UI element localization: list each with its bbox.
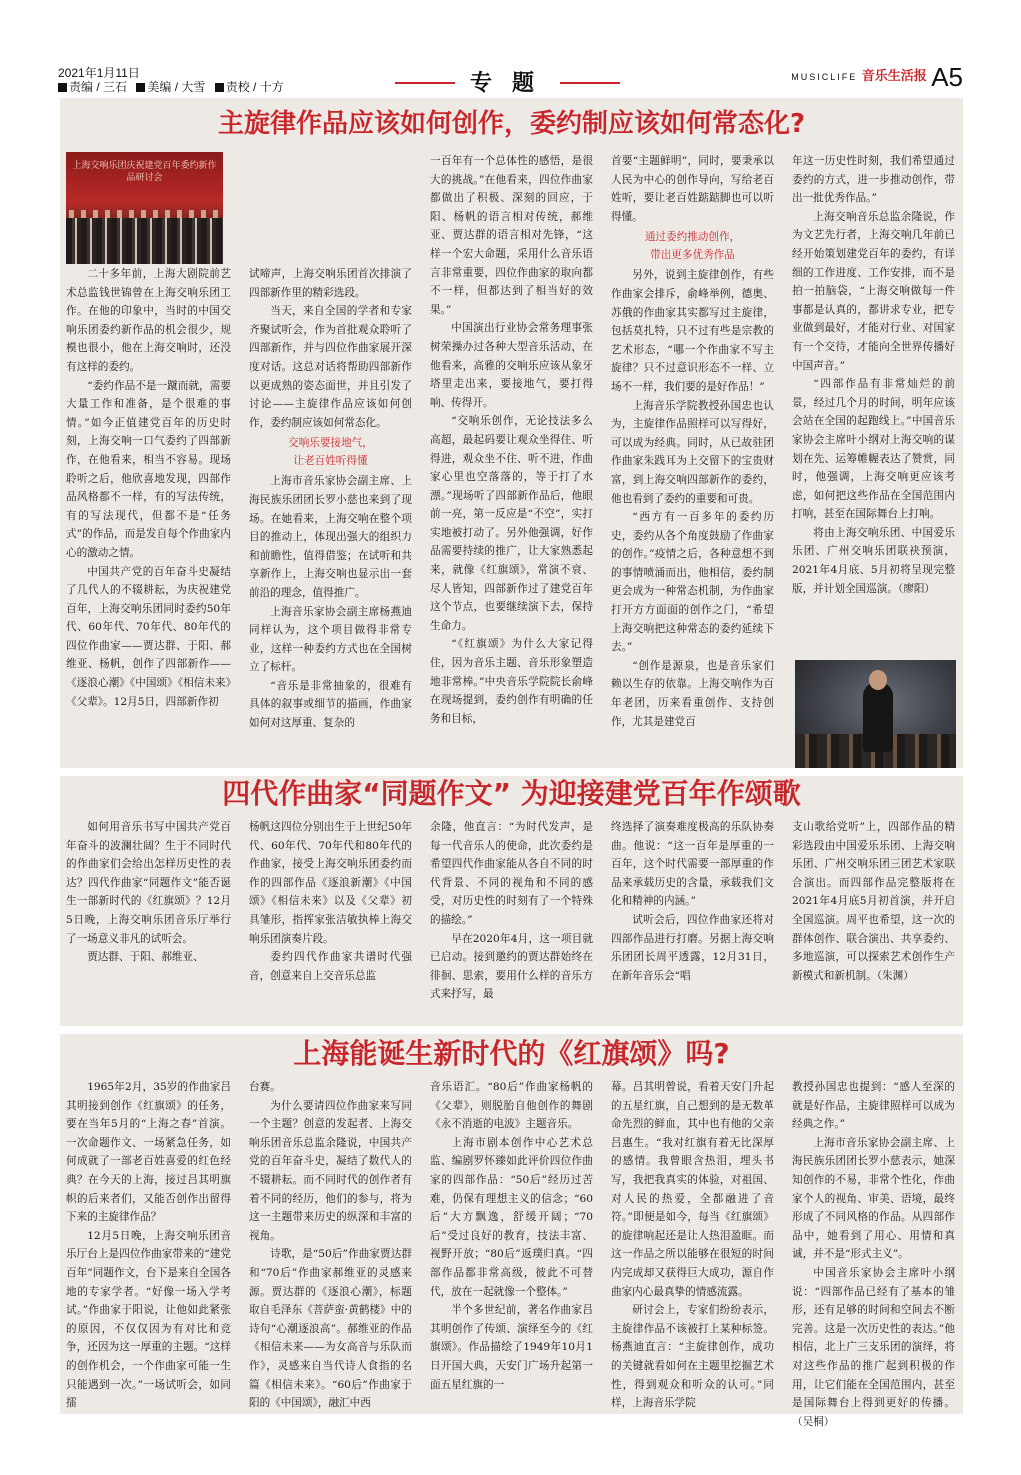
performance-photo	[795, 660, 956, 768]
credit-editor: 责编 / 三石	[58, 80, 127, 94]
article3-col3: 音乐语汇。“80后”作曲家杨帆的《父辈》，则脱胎自他创作的舞剧《永不消逝的电波》主题音乐。 上海市剧本创作中心艺术总监、编剧罗怀臻如此评价四位作曲家的四部作品：“50后”经历过苦难，仍保有理想主义的信念；“60后”大方飘逸，舒缓开阔；“70后”受过良好的教育，技法丰富、视野开放；“80后”返璞归真。“四部作品都非常高级，彼此不可替代，放在一起就像一个整体。” 半个多世纪前，著名作曲家吕其明创作了传颂、演绎至今的《红旗颂》。作品描绘了1949年10月1日开国大典，天安门广场升起第一面五星红旗的一	[430, 1081, 593, 1391]
subheading-1: 交响乐要接地气， 让老百姓听得懂	[288, 437, 373, 468]
article2-col2: 杨帆这四位分别出生于上世纪50年代、60年代、70年代和80年代的作曲家，接受上海交响乐团委约而作的四部作品《逐浪新潮》《中国颂》《相信未来》以及《父辈》初具雏形，指挥家张洁敏执棒上海交响乐团演奏片段。 委约四代作曲家共谱时代强音，创意来自上交音乐总监	[249, 821, 412, 982]
brand	[791, 62, 963, 93]
article1-headline: 主旋律作品应该如何创作，委约制应该如何常态化?	[217, 109, 806, 139]
article1-col5: 年这一历史性时刻，我们希望通过委约的方式，进一步推动创作，带出一批优秀作品。” 上海交响音乐总监余隆说，作为文艺先行者，上海交响几年前已经开始策划建党百年的委约，有详细的工作进度、工作安排，而不是拍一拍脑袋，“上海交响做每一件事都是认真的，都讲求专业，把专业做到最好，才能对行业、对国家有一个交待，才能向全世界传播好中国声音。” “四部作品有非常灿烂的前景，经过几个月的时间，明年应该会站在全国的起跑线上。”中国音乐家协会主席叶小纲对上海交响的谋划在先、运筹帷幄表达了赞赏，同时，他强调，上海交响更应该考虑，如何把这些作品在全国范围内打响，甚至在国际舞台上打响。 将由上海交响乐团、中国爱乐乐团、广州交响乐团联袂预演，2021年4月底、5月初将呈现完整版，并计划全国巡演。（廖阳）	[792, 155, 955, 595]
article3-headline: 上海能诞生新时代的《红旗颂》吗?	[293, 1037, 730, 1070]
credit-designer: 美编 / 大雪	[136, 80, 205, 94]
square-icon	[215, 83, 224, 92]
credit-proofreader: 责校 / 十方	[215, 80, 284, 94]
subheading-2: 通过委约推动创作， 带出更多优秀作品	[644, 231, 741, 262]
article1-col4: 首要“主题鲜明”，同时，要秉承以人民为中心的创作导向，写给老百姓听，要让老百姓踮踮脚也可以听得懂。 通过委约推动创作， 带出更多优秀作品 另外，说到主旋律创作，有些作曲家会排斥，俞峰举例，德奥、苏俄的作曲家其实都写过主旋律，包括莫扎特，只不过有些是宗教的艺术形态，“哪一个作曲家不写主旋律？只不过意识形态不一样、立场不一样，我们要的是好作品！” 上海音乐学院教授孙国忠也认为，主旋律作品照样可以写得好，可以成为经典。同时，从已故驻团作曲家朱践耳为上交留下的宝贵财富，到上海交响四部新作的委约，他也看到了委约的重要和可贵。 “西方有一百多年的委约历史，委约从各个角度鼓励了作曲家的创作。”疫情之后，各种意想不到的事情喷涌而出，他相信，委约制更会成为一种常态机制，为作曲家打开方方面面的创作之门，“希望上海交响把这种常态的委约延续下去。” “创作是源泉，也是音乐家们赖以生存的依靠。上海交响作为百年老团，历来看重创作、支持创作，尤其是建党百	[611, 155, 774, 728]
article3-col2: 台赛。 为什么要请四位作曲家来写同一个主题？创意的发起者、上海交响乐团音乐总监余隆说，中国共产党的百年奋斗史，凝结了数代人的不辍耕耘。而不同时代的创作者有着不同的经历，他们的参与，将为这一主题带来历史的纵深和丰富的视角。 诗歌，是“50后”作曲家贾达群和“70后”作曲家郝维亚的灵感来源。贾达群的《逐浪心潮》，标题取自毛泽东《菩萨蛮·黄鹤楼》中的诗句“心潮逐浪高”。郝维亚的作品《相信未来——为女高音与乐队而作》，灵感来自当代诗人食指的名篇《相信未来》。“60后”作曲家于阳的《中国颂》，融汇中西	[249, 1081, 412, 1410]
article2-col4: 终选择了演奏难度极高的乐队协奏曲。他说：“这一百年是厚重的一百年，这个时代需要一部厚重的作品来承载历史的含量，承载我们文化和精神的内涵。” 试听会后，四位作曲家还将对四部作品进行打磨。另据上海交响乐团团长周平透露，12月31日，在新年音乐会“唱	[611, 821, 774, 982]
article3-col4: 幕。吕其明曾说，看着天安门升起的五星红旗，自己想到的是无数革命先烈的鲜血，其中也有他的父亲吕惠生。“我对红旗有着无比深厚的感情。我曾眼含热泪，埋头书写，我把我真实的体验，对祖国、对人民的热爱，全都融进了音符。”即便是如今，每当《红旗颂》的旋律响起还是让人热泪盈眶。而这一作品之所以能够在很短的时间内完成却又获得巨大成功，源自作曲家内心最真挚的情感流露。 研讨会上，专家们纷纷表示，主旋律作品不该被打上某种标签。杨燕迪直言：“主旋律创作，成功的关键就看如何在主题里挖掘艺术性，得到观众和听众的认可。”同样，上海音乐学院	[611, 1081, 774, 1410]
masthead-info	[58, 66, 290, 94]
article2-col5: 支山歌给党听”上，四部作品的精彩选段由中国爱乐乐团、上海交响乐团、广州交响乐团三团艺术家联合演出。而四部作品完整版将在2021年4月底5月初首演，并开启全国巡演。周平也希望，这一次的群体创作、联合演出、共享委约、多地巡演，可以探索艺术创作生产新模式和新机制。（朱渊）	[792, 821, 955, 982]
issue-date: 2021年1月11日	[58, 66, 140, 80]
article1-col2: 试啼声，上海交响乐团首次排演了四部新作里的精彩选段。 当天，来自全国的学者和专家齐聚试听会，作为首批观众聆听了四部新作，并与四位作曲家展开深度对话。这总对话将帮助四部新作以更成熟的姿态面世，并且引发了讨论——主旋律作品应该如何创作，委约制应该如何常态化。 交响乐要接地气， 让老百姓听得懂 上海市音乐家协会副主席、上海民族乐团团长罗小慈也来到了现场。在她看来，上海交响在整个项目的推动上，体现出强大的组织力和前瞻性，值得借鉴；在试听和共享新作上，上海交响也显示出一套前沿的理念，值得推广。 上海音乐家协会副主席杨燕迪同样认为，这个项目做得非常专业，这样一种委约方式也在全国树立了标杆。 “音乐是非常抽象的，很难有具体的叙事或细节的描画，作曲家如何对这厚重、复杂的	[249, 268, 412, 730]
article2-col1: 如何用音乐书写中国共产党百年奋斗的波澜壮阔？生于不同时代的作曲家们会给出怎样历史性的表达？四代作曲家“同题作文”能否诞生一部新时代的《红旗颂》？12月5日晚，上海交响乐团音乐厅举行了一场意义非凡的试听会。 贾达群、于阳、郝维亚、	[66, 821, 231, 964]
photo-banner-text: 上海交响乐团庆祝建党百年委约新作品研讨会	[72, 161, 217, 183]
square-icon	[58, 83, 67, 92]
brand-cn: 音乐生活报	[861, 69, 927, 84]
article2-col3: 余隆，他直言：“为时代发声，是每一代音乐人的使命，此次委约是希望四代作曲家能从各自不同的时代背景、不同的视角和不同的感受，对历史性的时刻有了一个特殊的描绘。” 早在2020年4月，这一项目就已启动。接到邀约的贾达群始终在徘徊、思索，要用什么样的音乐方式来抒写，最	[430, 821, 593, 1001]
seminar-photo	[66, 152, 223, 264]
brand-en: MUSICLIFE	[791, 72, 858, 82]
article2-headline: 四代作曲家“同题作文” 为迎接建党百年作颂歌	[222, 777, 801, 810]
article1-col3: 一百年有一个总体性的感悟，是很大的挑战。”在他看来，四位作曲家都做出了积极、深刻的回应，于阳、杨帆的语言相对传统，郝维亚、贾达群的语言相对先锋，“这样一个宏大命题，采用什么音乐语言非常重要，四位作曲家的取向都不一样，但都达到了相当好的效果。” 中国演出行业协会常务理事张树荣操办过各种大型音乐活动，在他看来，高雅的交响乐应该从象牙塔里走出来，要接地气，要打得响、传得开。 “交响乐创作，无论技法多么高超，最起码要让观众坐得住、听得进，观众坐不住、听不进，作曲家心里也空落落的，等于打了水漂。”现场听了四部新作品后，他眼前一亮，第一反应是“不空”，实打实地被打动了。另外他强调，好作品需要持续的推广，让大家熟悉起来，就像《红旗颂》，常演不衰、尽人皆知，四部新作过了建党百年这个节点，也要继续演下去，保持生命力。 “《红旗颂》为什么大家记得住，因为音乐主题、音乐形象塑造地非常棒。”中央音乐学院院长俞峰在现场提到，委约创作有明确的任务和目标，	[430, 155, 593, 725]
square-icon	[136, 83, 145, 92]
article1-col1: 二十多年前，上海大剧院前艺术总监钱世锦曾在上海交响乐团工作。在他的印象中，当时的中国交响乐团委约新作品的机会很少，规模也很小，他在上海交响时，还没有这样的委约。 “委约作品不是一蹴而就，需要大量工作和准备，是个很难的事情。”如今正值建党百年的历史时刻，上海交响一口气委约了四部新作，在他看来，相当不容易。现场聆听之后，他欣喜地发现，四部作品风格都不一样，有的写法传统，有的写法现代，但都不是“任务式”的作品，而是发自每个作曲家内心的激动之情。 中国共产党的百年奋斗史凝结了几代人的不辍耕耘，为庆祝建党百年，上海交响乐团同时委约50年代、60年代、70年代、80年代的四位作曲家——贾达群、于阳、郝维亚、杨帆，创作了四部新作——《逐浪心潮》《中国颂》《相信未来》《父辈》。12月5日，四部新作初	[66, 268, 231, 708]
section-title: 专题	[470, 70, 555, 96]
article3-col1: 1965年2月，35岁的作曲家吕其明接到创作《红旗颂》的任务，要在当年5月的“上海之春”首演。一次命题作文、一场紧急任务，如何成就了一部老百姓喜爱的红色经典？在今天的上海，接过吕其明旗帜的后来者们，又能否创作出留得下来的主旋律作品？ 12月5日晚，上海交响乐团音乐厅台上是四位作曲家带来的“建党百年”同题作文，台下是来自全国各地的专家学者。“好像一场入学考试。”作曲家于阳说，让他如此紧张的原因，不仅仅因为有对比和竞争，还因为这一厚重的主题。“这样的创作机会，一个作曲家可能一生只能遇到一次。”一场试听会，如同擂	[66, 1081, 231, 1410]
section-rule-right	[560, 82, 620, 84]
section-rule-left	[395, 82, 455, 84]
article3-col5: 教授孙国忠也提到：“感人至深的就是好作品，主旋律照样可以成为经典之作。” 上海市音乐家协会副主席、上海民族乐团团长罗小慈表示，她深知创作的不易，非常个性化，作曲家个人的视角、审美、语境，最终形成了不同风格的作品。从四部作品中，她看到了用心、用情和真诚，并不是“形式主义”。 中国音乐家协会主席叶小纲说：“四部作品已经有了基本的雏形，还有足够的时间和空间去不断完善。这是一次历史性的表达。”他相信，北上广三支乐团的演绎，将对这些作品的推广起到积极的作用，让它们能在全国范围内，甚至是国际舞台上得到更好的传播。（吴桐）	[792, 1081, 955, 1428]
page-number: A5	[931, 62, 963, 92]
credits	[58, 80, 290, 94]
